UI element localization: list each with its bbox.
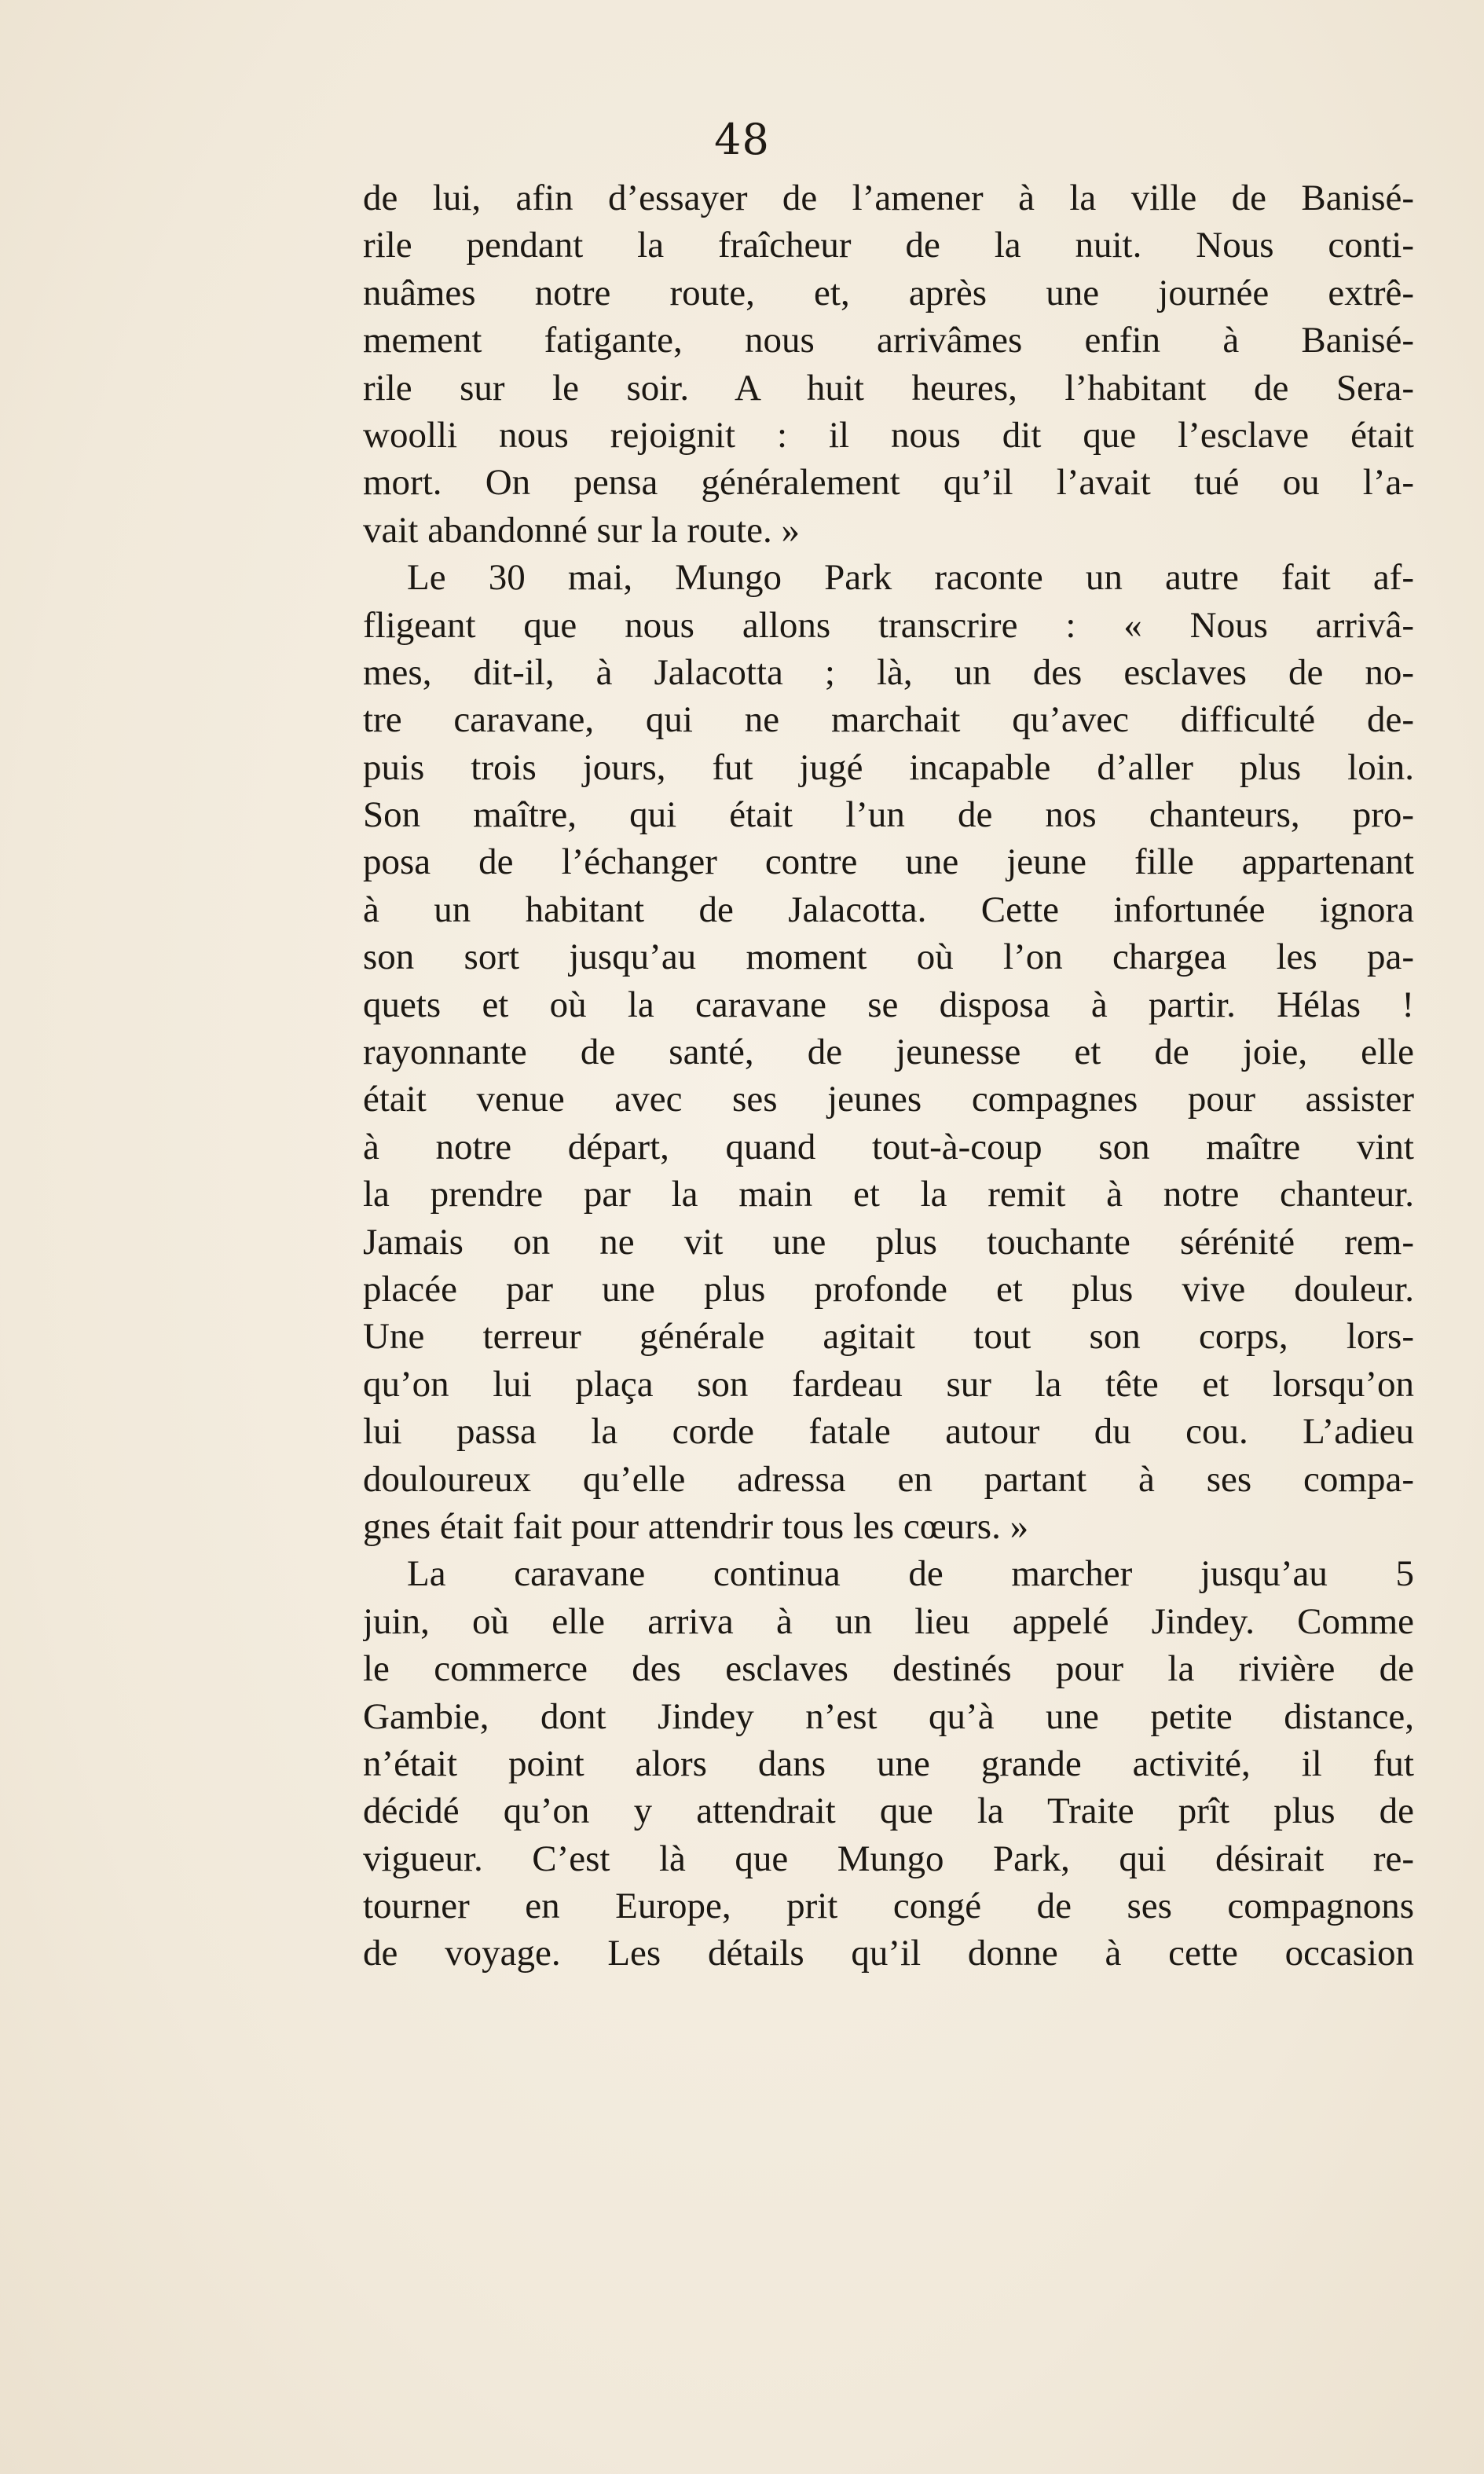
text-line: à notre départ, quand tout-à-coup son maître vint xyxy=(363,1126,1414,1167)
text-line: La caravane continua de marcher jusqu’au 5 xyxy=(407,1553,1414,1595)
text-line: était venue avec ses jeunes compagnes pour assister xyxy=(363,1079,1414,1120)
text-line: Jamais on ne vit une plus touchante sérénité rem- xyxy=(363,1221,1414,1263)
text-line: rayonnante de santé, de jeunesse et de joie, elle xyxy=(363,1032,1414,1073)
text-line: son sort jusqu’au moment où l’on chargea les pa- xyxy=(363,936,1414,978)
text-line: à un habitant de Jalacotta. Cette infortunée ignora xyxy=(363,889,1414,930)
text-line: woolli nous rejoignit : il nous dit que l’esclave était xyxy=(363,414,1414,456)
text-line: douloureux qu’elle adressa en partant à ses compa- xyxy=(363,1458,1414,1500)
page-number: 48 xyxy=(714,115,770,164)
text-line: Une terreur générale agitait tout son corps, lors- xyxy=(363,1316,1414,1358)
text-line: Gambie, dont Jindey n’est qu’à une petite distance, xyxy=(363,1695,1414,1737)
text-line: juin, où elle arriva à un lieu appelé Jindey. Comme xyxy=(363,1600,1414,1642)
text-line: rile pendant la fraîcheur de la nuit. Nous conti- xyxy=(363,225,1414,266)
text-line: quets et où la caravane se disposa à partir. Hélas ! xyxy=(363,984,1414,1025)
text-line: nuâmes notre route, et, après une journée extrê- xyxy=(363,272,1414,313)
text-line: fligeant que nous allons transcrire : « Nous arrivâ- xyxy=(363,604,1414,646)
text-line: rile sur le soir. A huit heures, l’habitant de Sera- xyxy=(363,367,1414,409)
text-line: gnes était fait pour attendrir tous les cœurs. » xyxy=(363,1505,1029,1547)
text-line: vait abandonné sur la route. » xyxy=(363,509,800,551)
text-line: placée par une plus profonde et plus vive douleur. xyxy=(363,1268,1414,1310)
text-line: de voyage. Les détails qu’il donne à cette occasion xyxy=(363,1933,1414,1974)
body-text xyxy=(363,174,1414,1977)
text-line: puis trois jours, fut jugé incapable d’aller plus loin. xyxy=(363,746,1414,788)
text-line: tre caravane, qui ne marchait qu’avec difficulté de- xyxy=(363,699,1414,741)
text-line: n’était point alors dans une grande activité, il fut xyxy=(363,1743,1414,1784)
text-line: posa de l’échanger contre une jeune fille appartenant xyxy=(363,841,1414,883)
text-line: Le 30 mai, Mungo Park raconte un autre fait af- xyxy=(407,557,1414,599)
text-line: tourner en Europe, prit congé de ses compagnons xyxy=(363,1886,1414,1927)
text-line: Son maître, qui était l’un de nos chanteurs, pro- xyxy=(363,794,1414,836)
text-line: le commerce des esclaves destinés pour la rivière de xyxy=(363,1648,1414,1690)
text-line: lui passa la corde fatale autour du cou. L’adieu xyxy=(363,1411,1414,1453)
text-line: de lui, afin d’essayer de l’amener à la ville de Banisé- xyxy=(363,178,1414,218)
text-line: qu’on lui plaça son fardeau sur la tête et lorsqu’on xyxy=(363,1363,1414,1405)
text-line: mement fatigante, nous arrivâmes enfin à Banisé- xyxy=(363,320,1414,361)
text-line: mort. On pensa généralement qu’il l’avait tué ou l’a- xyxy=(363,462,1414,504)
text-line: décidé qu’on y attendrait que la Traite prît plus de xyxy=(363,1790,1414,1832)
text-line: mes, dit-il, à Jalacotta ; là, un des esclaves de no- xyxy=(363,651,1414,693)
text-line: vigueur. C’est là que Mungo Park, qui désirait re- xyxy=(363,1838,1414,1879)
text-line: la prendre par la main et la remit à notre chanteur. xyxy=(363,1174,1414,1215)
